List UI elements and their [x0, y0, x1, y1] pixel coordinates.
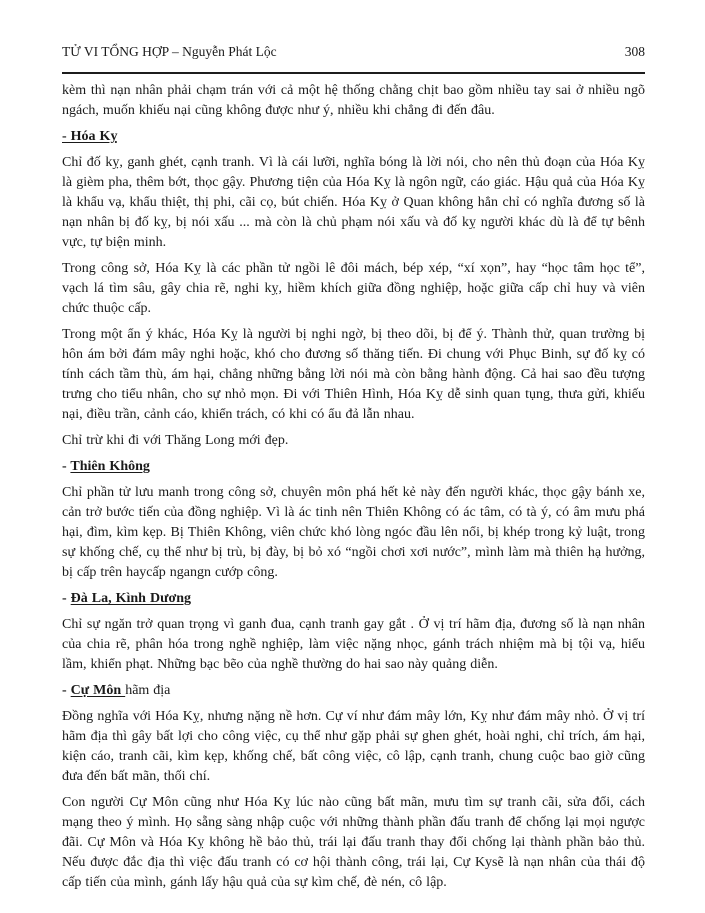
heading-cu-mon-suffix: hãm địa	[125, 683, 171, 698]
paragraph-cu-mon-1: Đồng nghĩa với Hóa Kỵ, nhưng nặng nề hơn. Cự ví như đám mây lớn, Kỵ như đám mây nhỏ. Ở vị trí hãm địa thì gây bất lợi cho công việc, cụ thể như gặp phải sự ghen ghét, hoài nghi, chỉ trích, ám hại, kiện cáo, tranh cãi, kìm kẹp, khống chế, bất công việc, cô lập, cạnh tranh, chung cuộc bao giờ cũng đưa đến bất mãn, thối chí.	[62, 709, 645, 784]
header-divider	[62, 72, 645, 74]
page-number: 308	[624, 44, 645, 59]
paragraph-hoa-ky-2: Trong công sở, Hóa Kỵ là các phần tử ngồi lê đôi mách, bép xép, “xí xọn”, hay “học tâm học tể”, vạch lá tìm sâu, gây chia rẽ, nghi kỵ, hiềm khích giữa đồng nghiệp, hoặc giữa cấp chỉ huy và viên chức thuộc cấp.	[62, 261, 645, 316]
heading-da-la-kinh-duong	[62, 589, 645, 609]
paragraph-cu-mon-2: Con người Cự Môn cũng như Hóa Kỵ lúc nào cũng bất mãn, mưu tìm sự tranh cãi, sửa đổi, cách mạng theo ý mình. Họ sẵng sàng nhập cuộc với những thành phần đấu tranh để chống lại mọi ngược đãi. Cự Môn và Hóa Kỵ không hề bảo thủ, trái lại đấu tranh thay đổi chống lại thành phần bảo thủ. Nếu được đắc địa thì việc đấu tranh có cơ hội thành công, trái lại, Cự Kysẽ là nạn nhân của thái độ cấp tiến của mình, gánh lấy hậu quả của sự kìm chế, đè nén, cô lập.	[62, 795, 645, 890]
heading-cu-mon-label: Cự Môn	[70, 683, 126, 698]
running-head-title: TỬ VI TỔNG HỢP – Nguyễn Phát Lộc	[62, 44, 277, 59]
paragraph-da-la-1: Chỉ sự ngăn trở quan trọng vì ganh đua, cạnh tranh gay gắt . Ở vị trí hãm địa, đương số là nạn nhân của chia rẽ, phân hóa trong nghề nghiệp, làm việc nặng nhọc, gánh trách nhiệm mà bị tội vạ, hiểu lầm, khiển phạt. Những bạc bẽo của nghề thường do hai sao này quảng diễn.	[62, 617, 645, 672]
paragraph-thien-khong-1: Chỉ phần tử lưu manh trong công sở, chuyên môn phá hết kẻ này đến người khác, thọc gậy bánh xe, cản trở bước tiến của đồng nghiệp. Vì là ác tinh nên Thiên Không có ác tâm, có tà ý, có âm mưu phá hại, đìm, kìm kẹp. Bị Thiên Không, viên chức khó lòng ngóc đầu lên nổi, bị khép trong kỷ luật, trong sự khống chế, cụ thể như bị trù, bị đày, bị bỏ xó “ngồi chơi xơi nước”, mình làm mà thiên hạ hưởng, bị cấp trên haycấp ngangn cướp công.	[62, 485, 645, 580]
heading-hoa-ky-label: - Hóa Kỵ	[62, 129, 118, 144]
heading-hoa-ky	[62, 127, 645, 147]
paragraph-hoa-ky-4: Chỉ trừ khi đi với Thăng Long mới đẹp.	[62, 433, 289, 448]
page-header	[62, 44, 645, 60]
heading-cu-mon	[62, 681, 645, 701]
heading-thien-khong-dash: -	[62, 459, 71, 474]
heading-da-la-label: Đà La, Kình Dương	[70, 591, 192, 606]
page-body	[62, 81, 645, 893]
paragraph-hoa-ky-3: Trong một ẩn ý khác, Hóa Kỵ là người bị nghi ngờ, bị theo dõi, bị để ý. Thành thử, quan trường bị hôn ám bởi đám mây nghi hoặc, khó cho đương số thăng tiến. Đi chung với Phục Binh, sự đố kỵ có tính cách tầm thù, ám hại, chẳng những bằng lời nói mà còn bằng hành động. Cả hai sao đều tượng trưng cho tiểu nhân, cho sự nhỏ mọn. Đi với Thiên Hình, Hóa Kỵ dễ sinh quan tụng, thưa gửi, khiếu nại, điều trần, cảnh cáo, khiển trách, có khi có ẩu đả lẫn nhau.	[62, 327, 645, 422]
heading-cu-mon-dash: -	[62, 683, 71, 698]
heading-thien-khong	[62, 457, 645, 477]
paragraph-hoa-ky-1: Chỉ đố kỵ, ganh ghét, cạnh tranh. Vì là cái lưỡi, nghĩa bóng là lời nói, cho nên thủ đoạn của Hóa Kỵ là gièm pha, thêm bớt, thọc gậy. Phương tiện của Hóa Kỵ là ngôn ngữ, cáo giác. Hậu quả của Hóa Kỵ là khẩu vạ, khẩu thiệt, thị phi, cãi cọ, bút chiến. Hóa Kỵ ở Quan không hẳn chỉ có nghĩa đương số là nạn nhân bị đố kỵ, bị nói xấu ... mà còn là chủ phạm nói xấu và đố kỵ người khác dù là để tự bênh vực, tự biện minh.	[62, 155, 645, 250]
heading-thien-khong-label: Thiên Không	[70, 459, 150, 474]
heading-da-la-dash: -	[62, 591, 71, 606]
paragraph-intro: kèm thì nạn nhân phải chạm trán với cả một hệ thống chằng chịt bao gồm nhiều tay sai ở nhiều ngõ ngách, muốn khiếu nại cũng không được như ý, nhiều khi chẳng đi đến đâu.	[62, 83, 645, 118]
